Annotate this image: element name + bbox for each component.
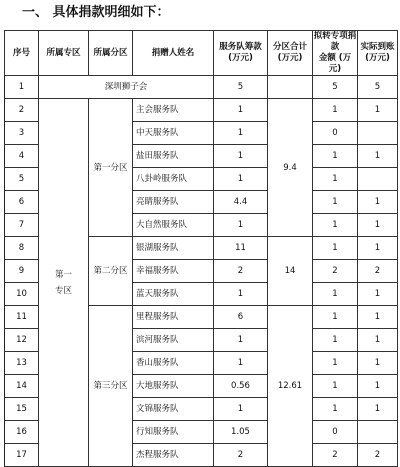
table-row [5,76,398,99]
team-amount-cell: 4.4 [214,191,268,214]
team-amount-cell: 5 [214,76,268,99]
actual-cell: 2 [358,260,398,283]
transfer-cell: 1 [313,237,358,260]
seq-cell: 2 [5,99,39,122]
actual-cell: 1 [358,306,398,329]
seq-cell: 9 [5,260,39,283]
transfer-cell: 1 [313,145,358,168]
transfer-cell: 1 [313,283,358,306]
district-cell: 第三分区 [89,306,133,467]
actual-cell: 5 [358,76,398,99]
donor-cell: 主会服务队 [133,99,214,122]
team-amount-cell: 1 [214,145,268,168]
actual-cell: 1 [358,398,398,421]
donor-cell: 幸福服务队 [133,260,214,283]
actual-cell: 1 [358,214,398,237]
seq-cell: 1 [5,76,39,99]
donor-cell: 里程服务队 [133,306,214,329]
team-amount-cell: 1 [214,352,268,375]
actual-cell: 1 [358,329,398,352]
district-total-cell: 12.61 [268,306,313,467]
donor-cell: 大地服务队 [133,375,214,398]
donor-cell: 八卦岭服务队 [133,168,214,191]
zone-cell: 第一专区 [39,99,89,467]
seq-cell: 5 [5,168,39,191]
actual-cell [358,122,398,145]
transfer-cell: 0 [313,421,358,444]
actual-cell: 1 [358,283,398,306]
donor-cell: 银湖服务队 [133,237,214,260]
team-amount-cell: 1 [214,283,268,306]
team-amount-cell: 1 [214,214,268,237]
team-amount-cell: 11 [214,237,268,260]
district-cell: 第二分区 [89,237,133,306]
transfer-cell: 1 [313,168,358,191]
table-row [5,99,398,122]
district-total-cell: 9.4 [268,99,313,237]
header-donor: 捐赠人姓名 [133,31,214,76]
transfer-cell: 5 [313,76,358,99]
district-total-cell [268,76,313,99]
header-zone: 所属专区 [39,31,89,76]
transfer-cell: 2 [313,260,358,283]
team-amount-cell: 1 [214,99,268,122]
transfer-cell: 0 [313,122,358,145]
transfer-cell: 1 [313,191,358,214]
transfer-cell: 1 [313,306,358,329]
donor-cell: 杰程服务队 [133,444,214,467]
donor-cell: 盐田服务队 [133,145,214,168]
seq-cell: 11 [5,306,39,329]
donor-cell: 蓝天服务队 [133,283,214,306]
seq-cell: 7 [5,214,39,237]
actual-cell: 1 [358,191,398,214]
actual-cell: 1 [358,352,398,375]
donor-cell-lions-club: 深圳狮子会 [39,76,214,99]
team-amount-cell: 0.56 [214,375,268,398]
actual-cell: 1 [358,145,398,168]
donor-cell: 行知服务队 [133,421,214,444]
transfer-cell: 1 [313,329,358,352]
actual-cell: 2 [358,444,398,467]
team-amount-cell: 1 [214,168,268,191]
donor-cell: 文锦服务队 [133,398,214,421]
seq-cell: 4 [5,145,39,168]
transfer-cell: 1 [313,352,358,375]
seq-cell: 3 [5,122,39,145]
header-district-total: 分区合计 (万元) [268,31,313,76]
header-actual: 实际到账 (万元) [358,31,398,76]
district-cell: 第一分区 [89,99,133,237]
transfer-cell: 1 [313,398,358,421]
header-transfer: 拟转专项捐款 金额 (万元) [313,31,357,74]
actual-cell: 1 [358,237,398,260]
transfer-cell: 1 [313,375,358,398]
actual-cell: 1 [358,99,398,122]
header-team-amount: 服务队筹款 (万元) [214,31,268,76]
actual-cell [358,421,398,444]
team-amount-cell: 2 [214,260,268,283]
donor-cell: 香山服务队 [133,352,214,375]
transfer-cell: 2 [313,444,358,467]
actual-cell [358,168,398,191]
header-seq: 序号 [5,31,39,76]
section-heading: 一、 具体捐款明细如下： [22,5,170,20]
seq-cell: 14 [5,375,39,398]
team-amount-cell: 1.05 [214,421,268,444]
donation-table [4,30,398,467]
donor-cell: 滨河服务队 [133,329,214,352]
seq-cell: 6 [5,191,39,214]
donor-cell: 中天服务队 [133,122,214,145]
donor-cell: 大自然服务队 [133,214,214,237]
team-amount-cell: 2 [214,444,268,467]
team-amount-cell: 1 [214,329,268,352]
actual-cell: 1 [358,375,398,398]
header-district: 所属分区 [89,31,133,76]
seq-cell: 10 [5,283,39,306]
seq-cell: 8 [5,237,39,260]
district-total-cell: 14 [268,237,313,306]
donor-cell: 亮睛服务队 [133,191,214,214]
team-amount-cell: 6 [214,306,268,329]
seq-cell: 17 [5,444,39,467]
transfer-cell: 1 [313,214,358,237]
seq-cell: 16 [5,421,39,444]
seq-cell: 15 [5,398,39,421]
seq-cell: 13 [5,352,39,375]
seq-cell: 12 [5,329,39,352]
team-amount-cell: 1 [214,398,268,421]
transfer-cell: 1 [313,99,358,122]
team-amount-cell: 1 [214,122,268,145]
header-row [5,31,398,76]
